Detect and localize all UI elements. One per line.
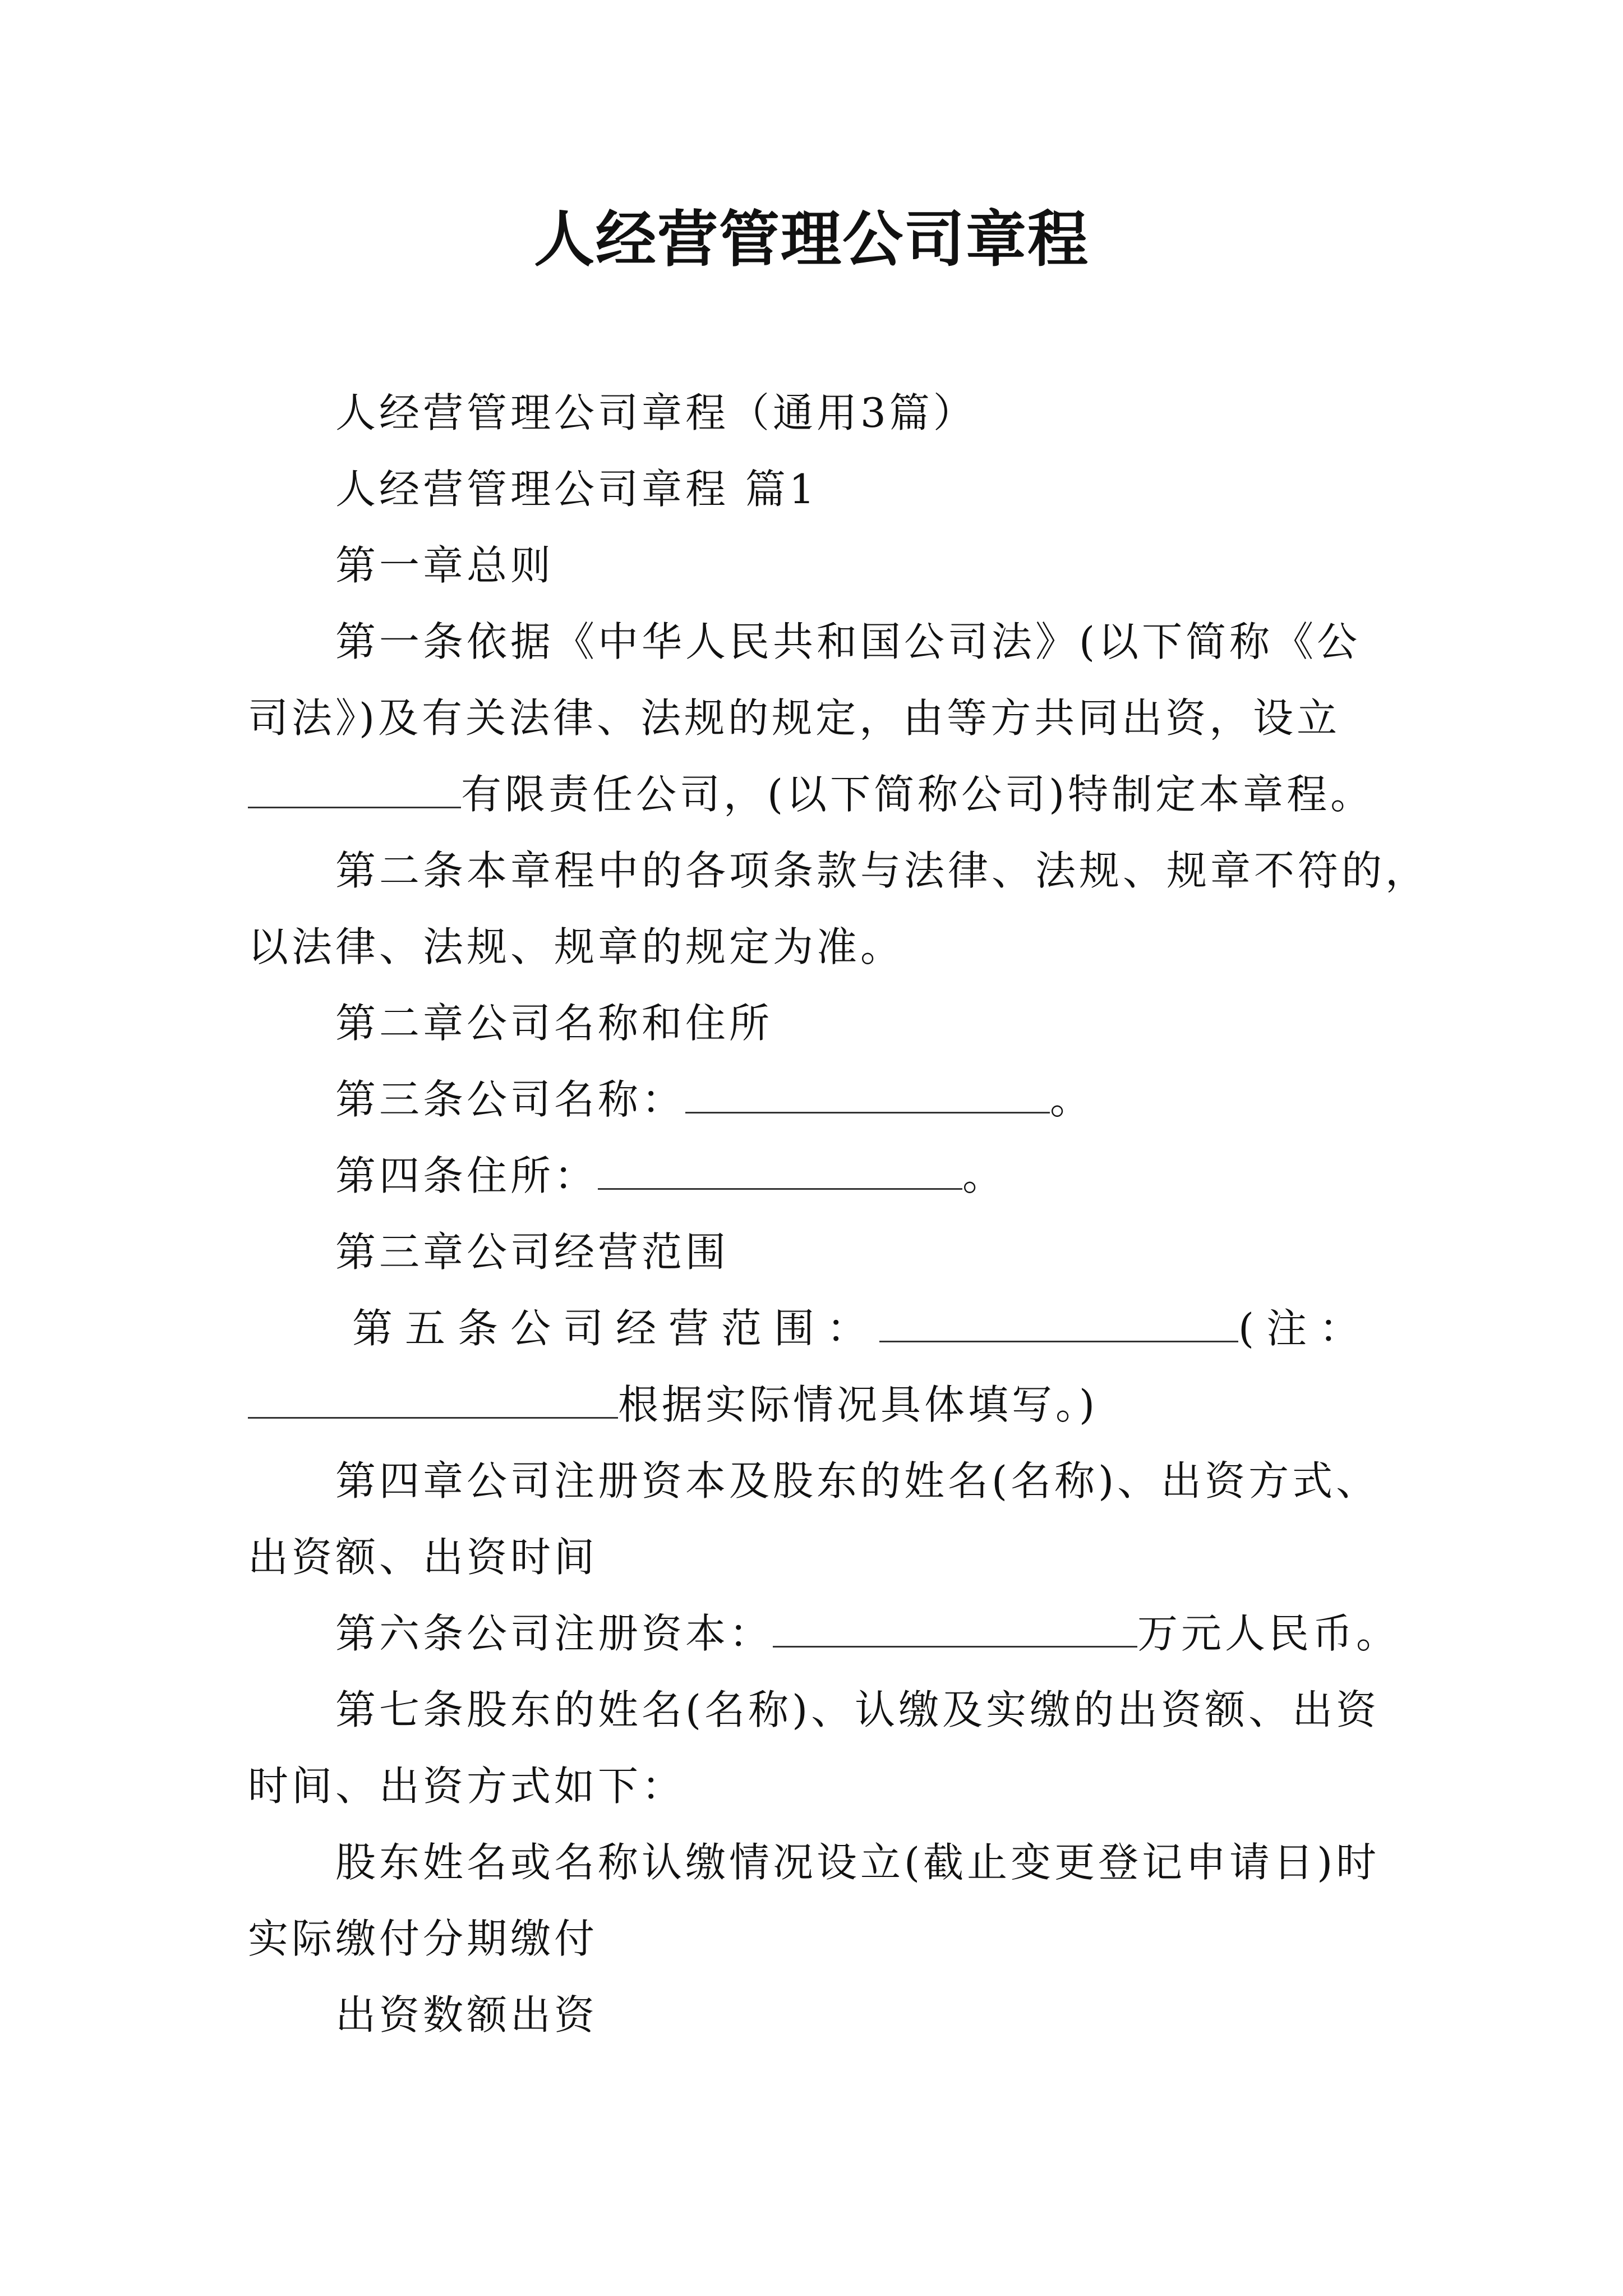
fill-in-blank bbox=[773, 1607, 1137, 1648]
paragraph-line-with-blank bbox=[248, 1377, 1098, 1433]
fill-in-blank bbox=[879, 1301, 1238, 1342]
paragraph-line: 第二条本章程中的各项条款与法律、法规、规章不符的， bbox=[335, 847, 1430, 894]
line-text: 第三条公司名称： bbox=[335, 1076, 686, 1123]
line-text: 。 bbox=[962, 1152, 1007, 1199]
paragraph-line: 司法》)及有关法律、法规的规定，由等方共同出资，设立 bbox=[248, 694, 1341, 742]
paragraph-line: 实际缴付分期缴付 bbox=[248, 1915, 598, 1962]
paragraph-line-with-blank bbox=[352, 1300, 1372, 1356]
fill-in-blank bbox=[248, 1378, 618, 1419]
paragraph-line-with-blank bbox=[335, 1148, 1006, 1204]
fill-in-blank bbox=[685, 1073, 1050, 1114]
paragraph-line: 股东姓名或名称认缴情况设立(截止变更登记申请日)时 bbox=[335, 1839, 1380, 1886]
chapter-heading: 第一章总则 bbox=[335, 542, 555, 589]
paragraph-line: 第七条股东的姓名(名称)、认缴及实缴的出资额、出资 bbox=[335, 1686, 1380, 1733]
line-text: 第四条住所： bbox=[335, 1152, 598, 1199]
line-text: 第六条公司注册资本： bbox=[335, 1610, 773, 1657]
chapter-heading: 第四章公司注册资本及股东的姓名(名称)、出资方式、 bbox=[335, 1457, 1380, 1504]
paragraph-line: 人经营管理公司章程 篇1 bbox=[335, 466, 818, 513]
chapter-heading: 第二章公司名称和住所 bbox=[335, 1000, 773, 1047]
line-text: (注： bbox=[1238, 1305, 1372, 1352]
line-text: 万元人民币。 bbox=[1137, 1610, 1400, 1657]
line-text: 根据实际情况具体填写。) bbox=[618, 1381, 1099, 1428]
paragraph-line: 时间、出资方式如下： bbox=[248, 1763, 686, 1810]
fill-in-blank bbox=[598, 1149, 962, 1190]
line-text: 第五条公司经营范围： bbox=[352, 1305, 880, 1352]
line-text: 。 bbox=[1050, 1076, 1094, 1123]
document-title: 人经营管理公司章程 bbox=[533, 204, 1089, 275]
line-text: 有限责任公司，(以下简称公司)特制定本章程。 bbox=[461, 771, 1375, 818]
paragraph-line-with-blank bbox=[335, 1605, 1400, 1662]
paragraph-line-with-blank bbox=[335, 1071, 1094, 1128]
paragraph-line: 出资额、出资时间 bbox=[248, 1534, 598, 1581]
chapter-heading: 第三章公司经营范围 bbox=[335, 1228, 730, 1276]
paragraph-line: 人经营管理公司章程（通用3篇） bbox=[335, 389, 977, 436]
paragraph-line: 第一条依据《中华人民共和国公司法》(以下简称《公 bbox=[335, 618, 1361, 665]
paragraph-line: 出资数额出资 bbox=[335, 1991, 598, 2039]
fill-in-blank bbox=[248, 767, 461, 808]
paragraph-line: 以法律、法规、规章的规定为准。 bbox=[248, 923, 905, 970]
paragraph-line-with-blank bbox=[248, 766, 1374, 822]
